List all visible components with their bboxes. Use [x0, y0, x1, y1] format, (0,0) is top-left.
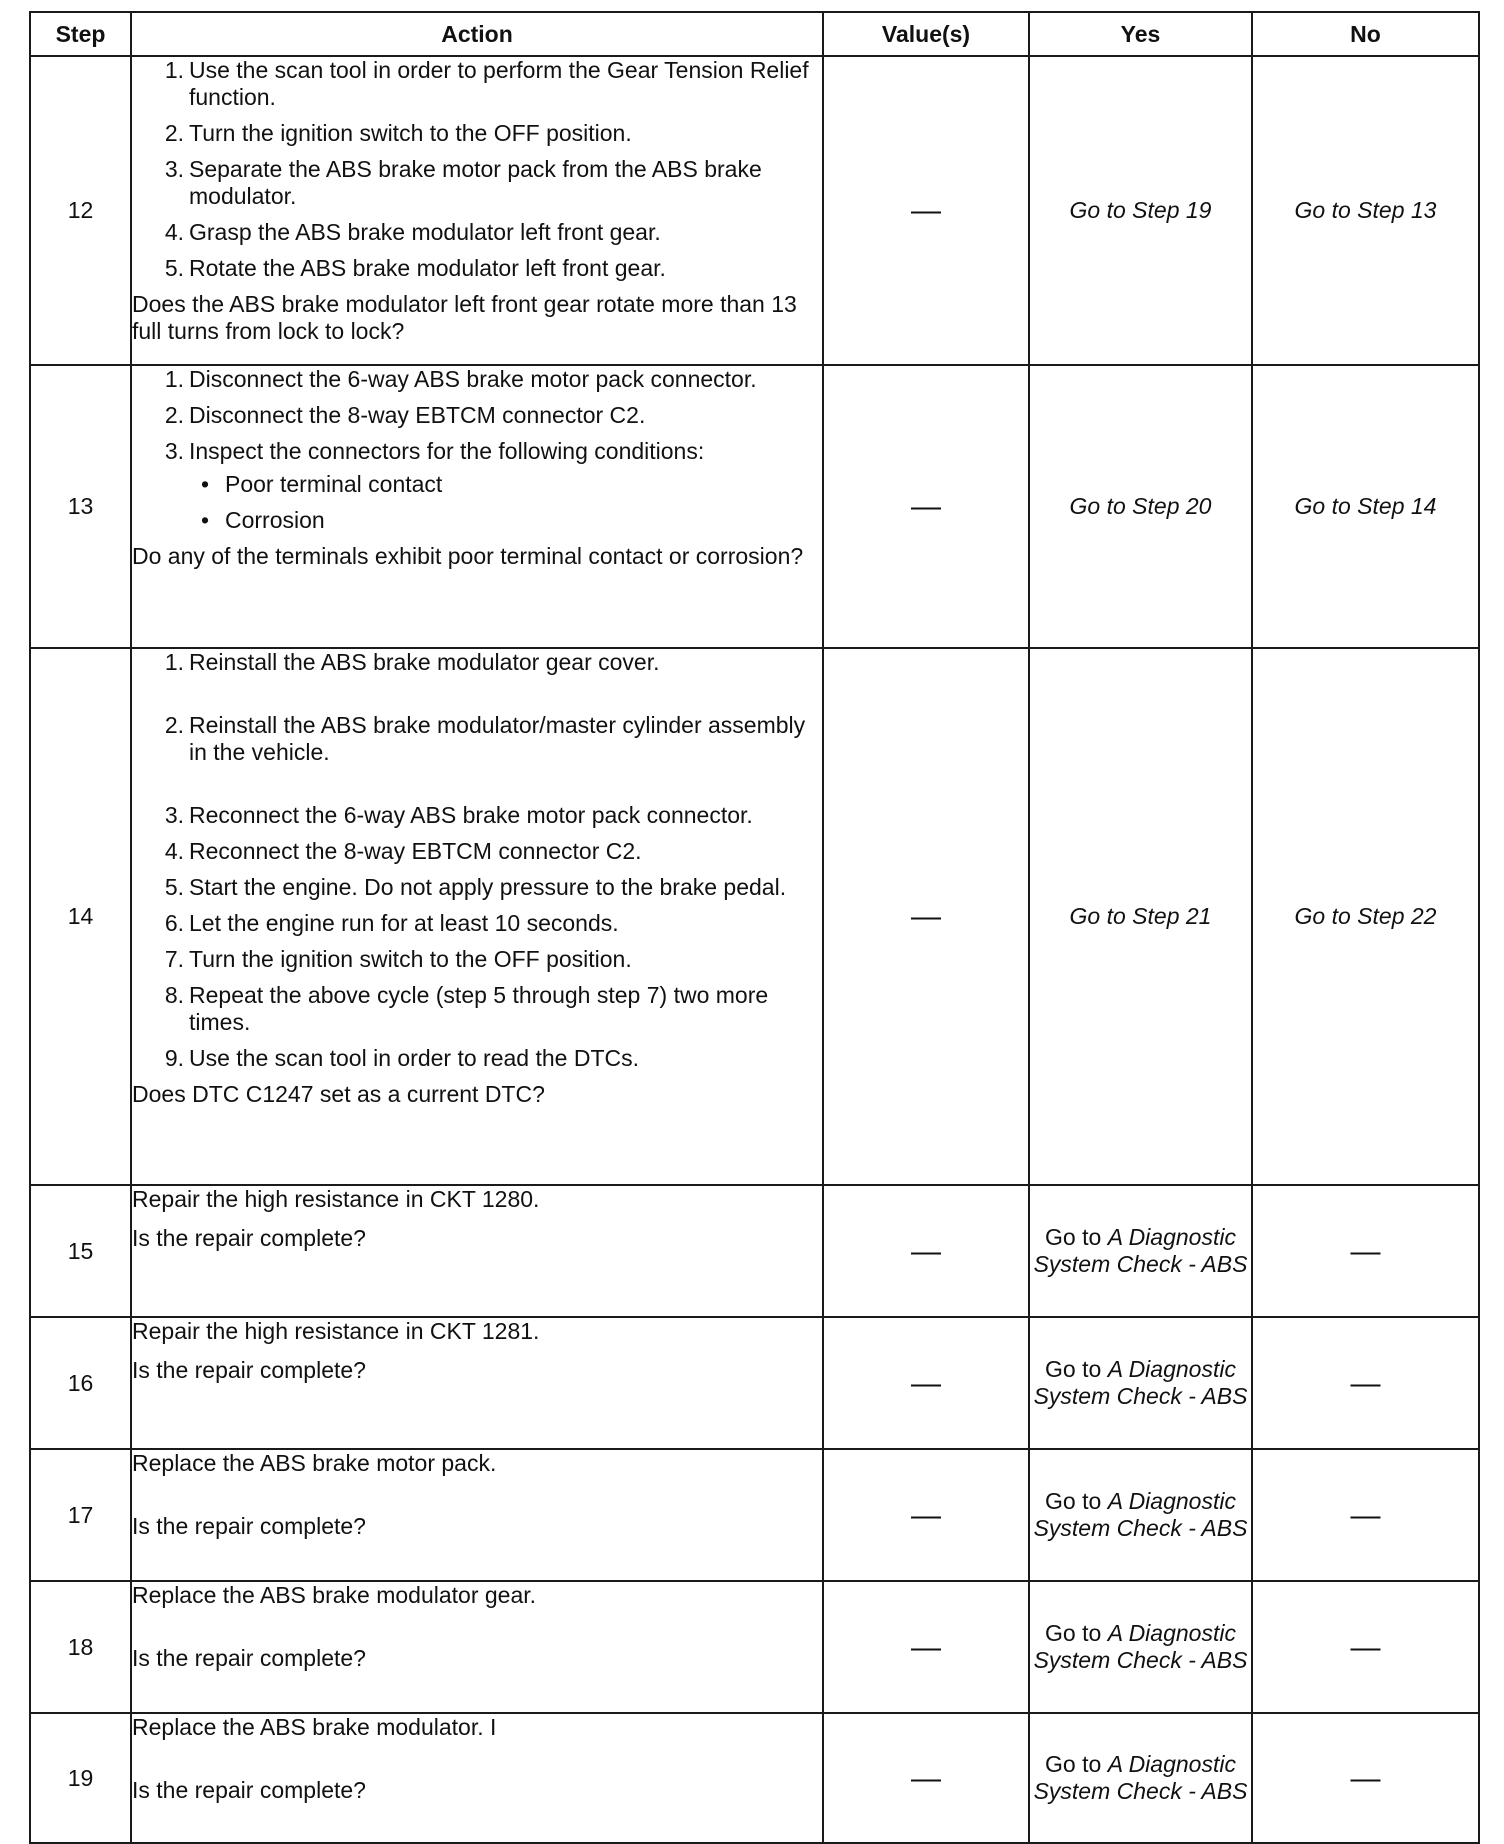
list-item: 2. Turn the ignition switch to the OFF position.: [164, 120, 632, 146]
list-item: 1. Disconnect the 6-way ABS brake motor pack connector.: [164, 366, 757, 392]
table-row-step-15: [30, 1185, 1479, 1317]
step-number: 12: [30, 56, 131, 365]
action-cell: [131, 1449, 823, 1581]
value-cell: —: [823, 1317, 1029, 1449]
list-item: 3. Reconnect the 6-way ABS brake motor pack connector.: [164, 802, 753, 828]
value-cell: —: [823, 1185, 1029, 1317]
yes-cell: Go to A Diagnostic System Check - ABS: [1029, 1581, 1252, 1713]
value-cell: —: [823, 365, 1029, 648]
action-cell: [131, 56, 823, 365]
diagnostic-table: [29, 11, 1480, 1844]
list-item: 2. Disconnect the 8-way EBTCM connector C2.: [164, 402, 646, 428]
list-item: 3. Inspect the connectors for the following conditions: • Poor terminal contact • Corrosion: [132, 438, 822, 534]
yes-cell: Go to A Diagnostic System Check - ABS: [1029, 1713, 1252, 1843]
table-row-step-18: [30, 1581, 1479, 1713]
action-text: Replace the ABS brake modulator. I: [132, 1714, 497, 1740]
value-cell: —: [823, 1581, 1029, 1713]
no-cell: —: [1252, 1317, 1479, 1449]
action-cell: [131, 1185, 823, 1317]
step-number: 13: [30, 365, 131, 648]
yes-cell: Go to Step 20: [1029, 365, 1252, 648]
conditions-list: [189, 471, 822, 534]
no-cell: Go to Step 13: [1252, 56, 1479, 365]
no-cell: Go to Step 22: [1252, 648, 1479, 1185]
table-row-step-14: [30, 648, 1479, 1185]
action-question: Is the repair complete?: [132, 1777, 366, 1803]
yes-cell: Go to A Diagnostic System Check - ABS: [1029, 1317, 1252, 1449]
action-text: Replace the ABS brake motor pack.: [132, 1450, 497, 1476]
yes-cell: Go to Step 21: [1029, 648, 1252, 1185]
action-question: Is the repair complete?: [132, 1225, 366, 1251]
step-number: 17: [30, 1449, 131, 1581]
action-cell: [131, 1581, 823, 1713]
action-question: Is the repair complete?: [132, 1513, 366, 1539]
list-item: 5. Start the engine. Do not apply pressure to the brake pedal.: [164, 874, 787, 900]
action-question: Do any of the terminals exhibit poor terminal contact or corrosion?: [132, 543, 804, 569]
action-cell: [131, 1317, 823, 1449]
list-item: • Poor terminal contact: [201, 471, 443, 497]
yes-cell: Go to A Diagnostic System Check - ABS: [1029, 1449, 1252, 1581]
list-item: • Corrosion: [201, 507, 325, 533]
no-cell: —: [1252, 1185, 1479, 1317]
value-cell: —: [823, 1449, 1029, 1581]
header-action: Action: [131, 12, 823, 56]
action-cell: [131, 1713, 823, 1843]
no-cell: —: [1252, 1713, 1479, 1843]
no-cell: —: [1252, 1449, 1479, 1581]
action-question: Is the repair complete?: [132, 1357, 366, 1383]
action-cell: [131, 648, 823, 1185]
step-number: 15: [30, 1185, 131, 1317]
header-step: Step: [30, 12, 131, 56]
list-item: 7. Turn the ignition switch to the OFF position.: [164, 946, 632, 972]
list-item: 1. Reinstall the ABS brake modulator gear cover.: [164, 649, 660, 675]
action-steps-list: [132, 366, 822, 534]
action-cell: [131, 365, 823, 648]
value-cell: —: [823, 1713, 1029, 1843]
step-number: 18: [30, 1581, 131, 1713]
value-cell: —: [823, 56, 1029, 365]
list-item: 9. Use the scan tool in order to read the DTCs.: [164, 1045, 639, 1071]
yes-cell: Go to A Diagnostic System Check - ABS: [1029, 1185, 1252, 1317]
action-question: Does DTC C1247 set as a current DTC?: [132, 1081, 545, 1107]
action-steps-list: [132, 57, 822, 282]
header-yes: Yes: [1029, 12, 1252, 56]
action-steps-list: [132, 649, 822, 1072]
list-item: 1. Use the scan tool in order to perform the Gear Tension Relief function.: [164, 57, 809, 110]
no-cell: —: [1252, 1581, 1479, 1713]
list-item: 4. Grasp the ABS brake modulator left front gear.: [164, 219, 661, 245]
header-values: Value(s): [823, 12, 1029, 56]
step-number: 14: [30, 648, 131, 1185]
no-cell: Go to Step 14: [1252, 365, 1479, 648]
yes-cell: Go to Step 19: [1029, 56, 1252, 365]
list-item: 3. Separate the ABS brake motor pack from the ABS brake modulator.: [164, 156, 762, 209]
action-question: Is the repair complete?: [132, 1645, 366, 1671]
action-text: Replace the ABS brake modulator gear.: [132, 1582, 537, 1608]
header-row: [30, 12, 1479, 56]
list-item: 2. Reinstall the ABS brake modulator/master cylinder assembly in the vehicle.: [164, 712, 806, 765]
table-row-step-16: [30, 1317, 1479, 1449]
list-item: 8. Repeat the above cycle (step 5 through step 7) two more times.: [164, 982, 769, 1035]
step-number: 16: [30, 1317, 131, 1449]
action-text: Repair the high resistance in CKT 1280.: [132, 1186, 540, 1212]
header-no: No: [1252, 12, 1479, 56]
action-question: Does the ABS brake modulator left front gear rotate more than 13 full turns from lock to lock?: [132, 291, 797, 344]
action-text: Repair the high resistance in CKT 1281.: [132, 1318, 540, 1344]
table-row-step-12: [30, 56, 1479, 365]
table-row-step-19: [30, 1713, 1479, 1843]
step-number: 19: [30, 1713, 131, 1843]
list-item: 5. Rotate the ABS brake modulator left front gear.: [164, 255, 666, 281]
table-row-step-13: [30, 365, 1479, 648]
value-cell: —: [823, 648, 1029, 1185]
table-row-step-17: [30, 1449, 1479, 1581]
list-item: 4. Reconnect the 8-way EBTCM connector C2.: [164, 838, 642, 864]
list-item: 6. Let the engine run for at least 10 seconds.: [164, 910, 619, 936]
